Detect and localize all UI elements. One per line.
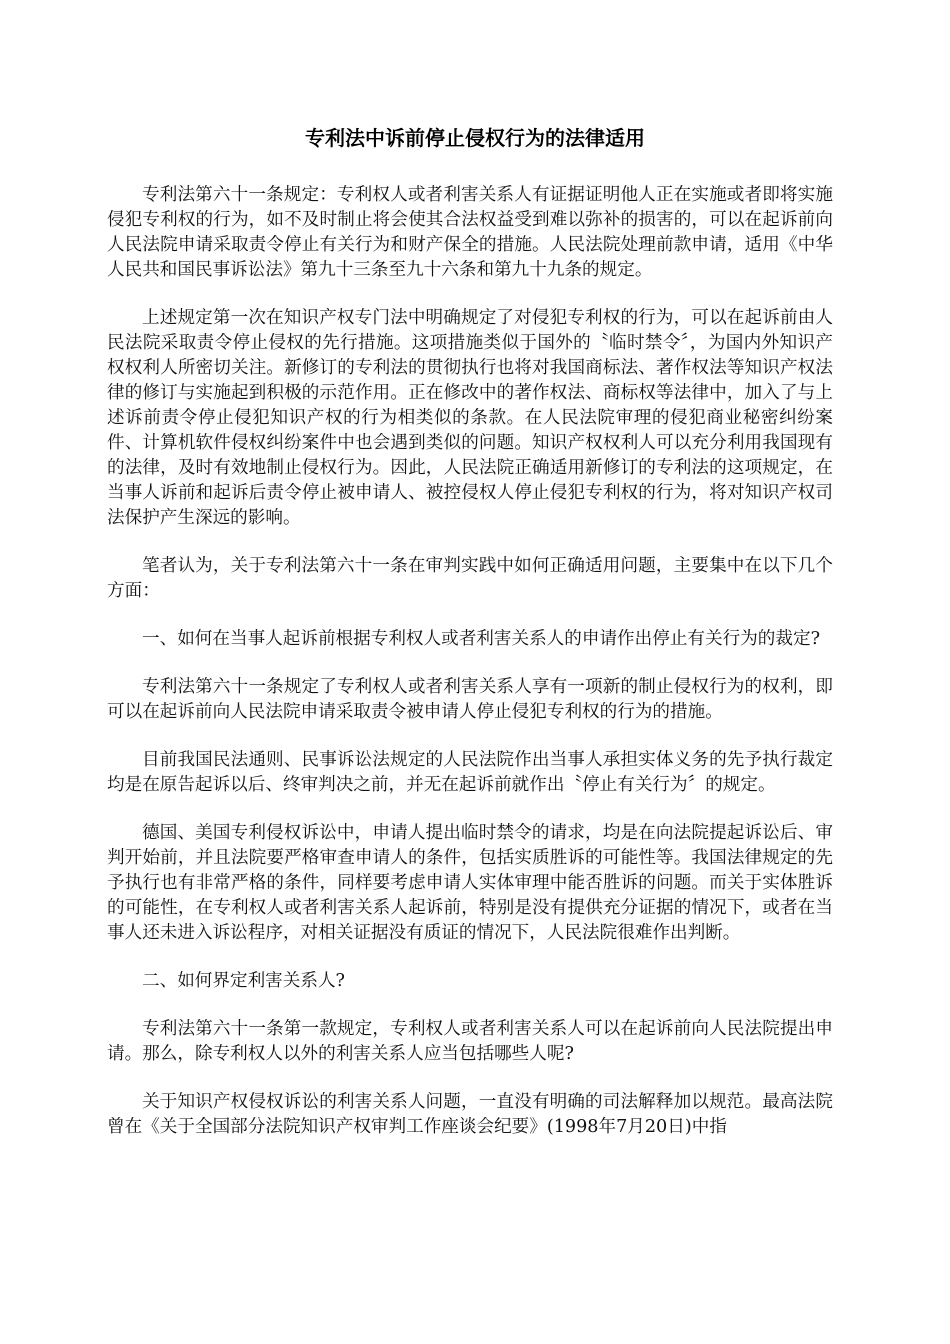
paragraph: 专利法第六十一条规定：专利权人或者利害关系人有证据证明他人正在实施或者即将实施侵犯专利权的行为，如不及时制止将会使其合法权益受到难以弥补的损害的，可以在起诉前向人民法院申请采取责令停止有关行为和财产保全的措施。人民法院处理前款申请，适用《中华人民共和国民事诉讼法》第九十三条至九十六条和第九十九条的规定。	[107, 185, 833, 280]
document-title: 专利法中诉前停止侵权行为的法律适用	[305, 126, 645, 150]
paragraph: 德国、美国专利侵权诉讼中，申请人提出临时禁令的请求，均是在向法院提起诉讼后、审判开始前，并且法院要严格审查申请人的条件，包括实质胜诉的可能性等。我国法律规定的先予执行也有非常严格的条件，同样要考虑申请人实体审理中能否胜诉的问题。而关于实体胜诉的可能性，在专利权人或者利害关系人起诉前，特别是没有提供充分证据的情况下，或者在当事人还未进入诉讼程序，对相关证据没有质证的情况下，人民法院很难作出判断。	[107, 823, 833, 943]
section-heading-1: 一、如何在当事人起诉前根据专利权人或者利害关系人的申请作出停止有关行为的裁定?	[142, 629, 820, 649]
document-body	[107, 183, 833, 1163]
paragraph: 关于知识产权侵权诉讼的利害关系人问题，一直没有明确的司法解释加以规范。最高法院曾在《关于全国部分法院知识产权审判工作座谈会纪要》(1998年7月20日)中指	[107, 1092, 833, 1137]
paragraph: 上述规定第一次在知识产权专门法中明确规定了对侵犯专利权的行为，可以在起诉前由人民法院采取责令停止侵权的先行措施。这项措施类似于国外的〝临时禁令〞，为国内外知识产权权利人所密切关注。新修订的专利法的贯彻执行也将对我国商标法、著作权法等知识产权法律的修订与实施起到积极的示范作用。正在修改中的著作权法、商标权等法律中，加入了与上述诉前责令停止侵犯知识产权的行为相类似的条款。在人民法院审理的侵犯商业秘密纠纷案件、计算机软件侵权纠纷案件中也会遇到类似的问题。知识产权权利人可以充分利用我国现有的法律，及时有效地制止侵权行为。因此，人民法院正确适用新修订的专利法的这项规定，在当事人诉前和起诉后责令停止被申请人、被控侵权人停止侵犯专利权的行为，将对知识产权司法保护产生深远的影响。	[107, 308, 833, 528]
paragraph: 专利法第六十一条规定了专利权人或者利害关系人享有一项新的制止侵权行为的权利，即可以在起诉前向人民法院申请采取责令被申请人停止侵犯专利权的行为的措施。	[107, 677, 833, 722]
section-heading-2: 二、如何界定利害关系人?	[142, 971, 345, 991]
paragraph: 目前我国民法通则、民事诉讼法规定的人民法院作出当事人承担实体义务的先予执行裁定均是在原告起诉以后、终审判决之前，并无在起诉前就作出〝停止有关行为〞的规定。	[107, 750, 833, 795]
paragraph: 专利法第六十一条第一款规定，专利权人或者利害关系人可以在起诉前向人民法院提出申请。那么，除专利权人以外的利害关系人应当包括哪些人呢?	[107, 1019, 833, 1064]
paragraph: 笔者认为，关于专利法第六十一条在审判实践中如何正确适用问题，主要集中在以下几个方面：	[107, 556, 833, 601]
